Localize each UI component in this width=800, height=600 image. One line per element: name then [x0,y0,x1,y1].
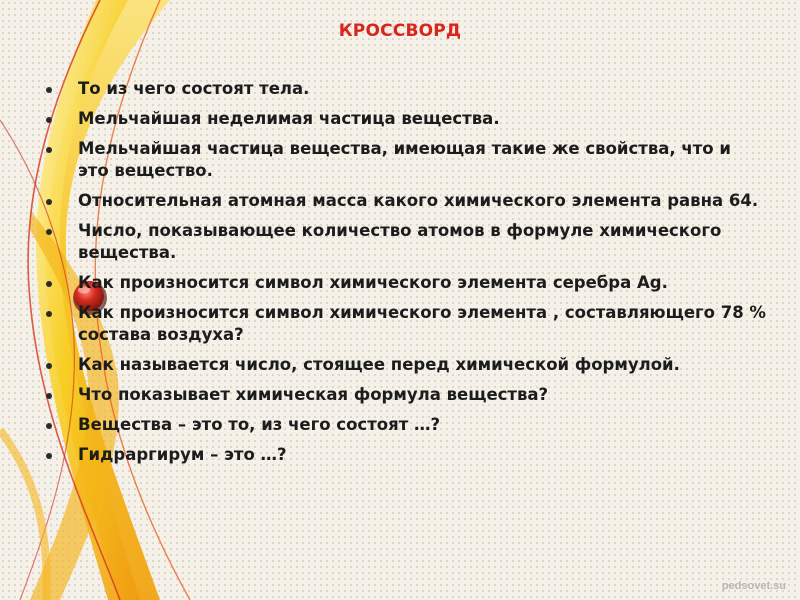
bullet-icon [46,311,52,317]
bullet-icon [46,393,52,399]
question-text: Относительная атомная масса какого химического элемента равна 64. [78,191,759,210]
question-text: Как произносится символ химического элемента , составляющего 78 % состава воздуха? [78,303,766,344]
question-item [46,220,766,264]
question-item [46,78,766,100]
question-text: Мельчайшая частица вещества, имеющая такие же свойства, что и это вещество. [78,139,731,180]
bullet-icon [46,363,52,369]
question-item [46,108,766,130]
slide-title: КРОССВОРД [338,21,462,41]
question-item [46,414,766,436]
question-item [46,384,766,406]
question-text: Что показывает химическая формула вещества? [78,385,549,404]
bullet-icon [46,87,52,93]
question-item [46,302,766,346]
question-item [46,272,766,294]
question-list [46,78,766,474]
question-text: Как называется число, стоящее перед химической формулой. [78,355,680,374]
question-item [46,444,766,466]
bullet-icon [46,117,52,123]
bullet-icon [46,423,52,429]
question-text: Число, показывающее количество атомов в формуле химического вещества. [78,221,722,262]
question-text: Мельчайшая неделимая частица вещества. [78,109,500,128]
question-item [46,190,766,212]
bullet-icon [46,147,52,153]
question-text: Как произносится символ химического элемента серебра Ag. [78,273,668,292]
question-text: То из чего состоят тела. [78,79,310,98]
question-item [46,138,766,182]
question-item [46,354,766,376]
bullet-icon [46,281,52,287]
bullet-icon [46,199,52,205]
bullet-icon [46,453,52,459]
bullet-icon [46,229,52,235]
question-text: Гидраргирум – это …? [78,445,287,464]
watermark: pedsovet.su [721,580,786,592]
question-text: Вещества – это то, из чего состоят …? [78,415,441,434]
